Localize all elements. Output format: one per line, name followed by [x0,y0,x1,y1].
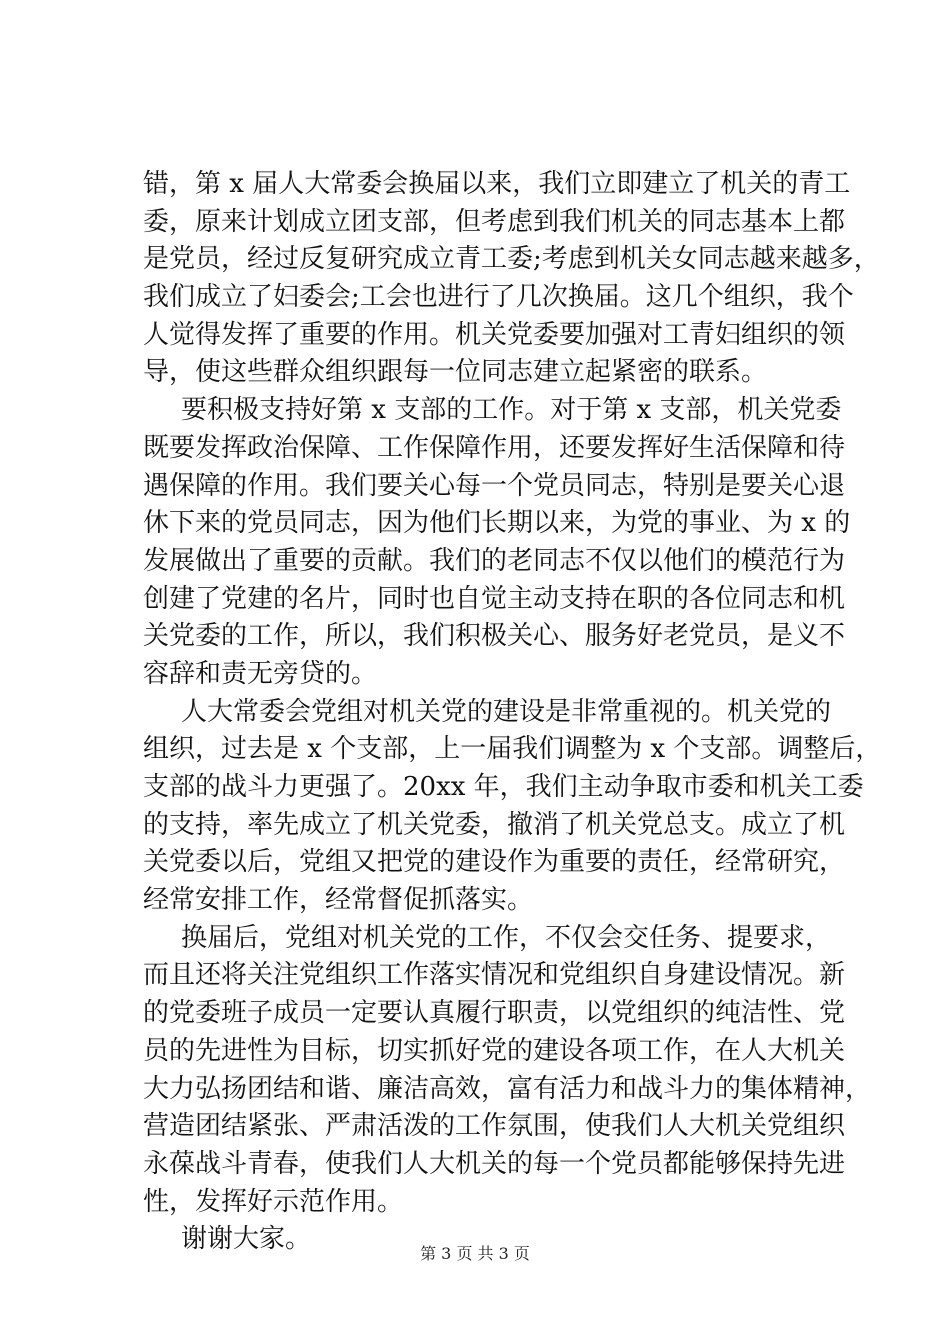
text-line: 的党委班子成员一定要认真履行职责，以党组织的纯洁性、党 [143,998,846,1029]
text-line: 错，第 x 届人大常委会换届以来，我们立即建立了机关的青工 [143,169,851,199]
text-line: 创建了党建的名片，同时也自觉主动支持在职的各位同志和机 [143,583,846,614]
text-line: 既要发挥政治保障、工作保障作用，还要发挥好生活保障和待 [143,432,846,463]
text-line: 员的先进性为目标，切实抓好党的建设各项工作，在人大机关 [143,1035,846,1066]
text-line: 遇保障的作用。我们要关心每一个党员同志，特别是要关心退 [143,470,846,501]
text-line: 永葆战斗青春，使我们人大机关的每一个党员都能够保持先进 [143,1148,846,1179]
text-line: 大力弘扬团结和谐、廉洁高效，富有活力和战斗力的集体精神， [143,1073,872,1104]
body-text [143,166,882,1259]
page-footer [0,1244,950,1264]
text-line: 发展做出了重要的贡献。我们的老同志不仅以他们的模范行为 [143,545,846,576]
paragraph-first-line: 要积极支持好第 x 支部的工作。对于第 x 支部，机关党委 [181,395,842,426]
page-number: 第 3 页 共 3 页 [420,1244,530,1263]
text-line: 人觉得发挥了重要的作用。机关党委要加强对工青妇组织的领 [143,319,846,350]
text-line: 的支持，率先成立了机关党委，撤消了机关党总支。成立了机 [143,809,846,840]
text-line: 关党委的工作，所以，我们积极关心、服务好老党员，是义不 [143,621,846,652]
text-line: 关党委以后，党组又把党的建设作为重要的责任，经常研究， [143,847,846,878]
text-line: 支部的战斗力更强了。20xx 年，我们主动争取市委和机关工委 [143,772,864,802]
text-line: 是党员，经过反复研究成立青工委;考虑到机关女同志越来越多， [143,244,880,275]
paragraph-first-line: 换届后，党组对机关党的工作，不仅会交任务、提要求， [181,922,832,953]
text-line: 而且还将关注党组织工作落实情况和党组织自身建设情况。新 [143,960,846,991]
paragraph-first-line: 人大常委会党组对机关党的建设是非常重视的。机关党的 [181,696,832,727]
text-line: 容辞和责无旁贷的。 [143,658,378,689]
closing-line: 谢谢大家。 [181,1224,312,1255]
text-line: 性，发挥好示范作用。 [143,1186,404,1217]
text-line: 委，原来计划成立团支部，但考虑到我们机关的同志基本上都 [143,206,846,237]
text-line: 导，使这些群众组织跟每一位同志建立起紧密的联系。 [143,357,768,388]
text-line: 我们成立了妇委会;工会也进行了几次换届。这几个组织，我个 [143,282,854,313]
text-line: 营造团结紧张、严肃活泼的工作氛围，使我们人大机关党组织 [143,1111,846,1142]
text-line: 组织，过去是 x 个支部，上一届我们调整为 x 个支部。调整后， [143,734,882,765]
text-line: 经常安排工作，经常督促抓落实。 [143,885,534,916]
text-line: 休下来的党员同志，因为他们长期以来，为党的事业、为 x 的 [143,508,851,539]
